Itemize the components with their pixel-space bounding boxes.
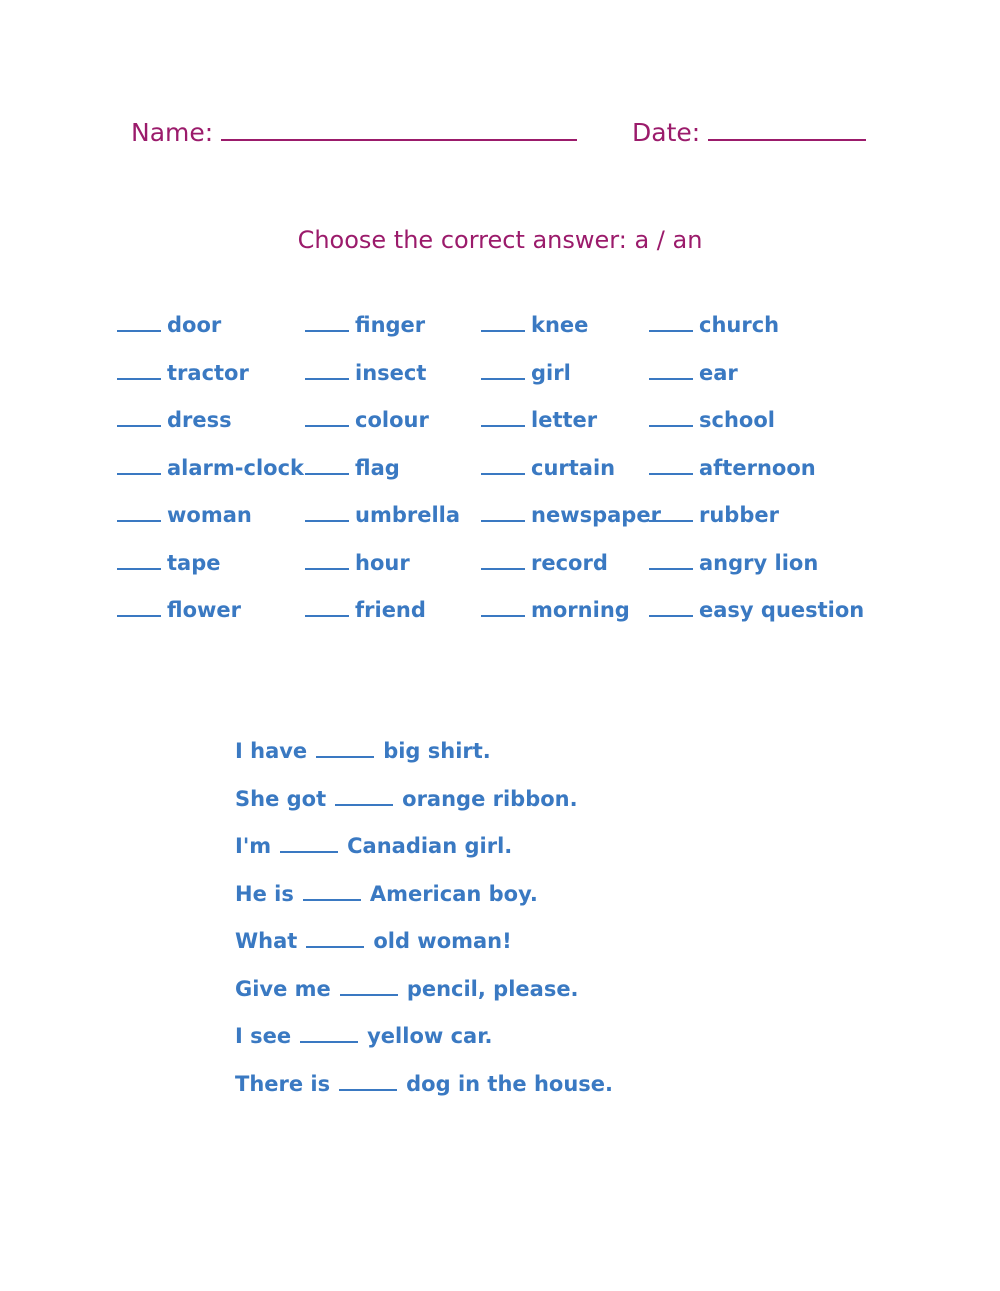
word-item — [481, 456, 615, 480]
article-blank[interactable] — [481, 599, 525, 617]
word-text: morning — [531, 598, 630, 622]
word-item — [305, 503, 460, 527]
sentence-end: yellow car. — [367, 1024, 493, 1048]
sentence-line — [235, 882, 538, 906]
sentence-start: He is — [235, 881, 294, 906]
word-text: letter — [531, 408, 598, 432]
word-item — [649, 313, 779, 337]
sentence-start: Give me — [235, 976, 331, 1001]
sentence-end: orange ribbon. — [402, 786, 578, 811]
article-blank[interactable] — [305, 599, 349, 617]
word-item — [481, 313, 588, 337]
article-blank[interactable] — [649, 599, 693, 617]
article-blank[interactable] — [649, 504, 693, 522]
word-text: colour — [355, 408, 429, 432]
sentence-line — [235, 1072, 613, 1096]
article-blank[interactable] — [117, 409, 161, 427]
sentence-end: pencil, please. — [406, 976, 579, 1001]
article-blank[interactable] — [117, 599, 161, 617]
instruction-heading: Choose the correct answer: a / an — [297, 226, 703, 254]
article-blank[interactable] — [649, 552, 693, 570]
article-blank[interactable] — [305, 552, 349, 570]
sentence-blank[interactable] — [316, 740, 374, 758]
word-item — [117, 503, 252, 527]
word-item — [305, 361, 426, 385]
word-text: newspaper — [531, 503, 661, 527]
sentence-blank[interactable] — [339, 1073, 397, 1091]
word-text: rubber — [699, 503, 779, 527]
word-item — [117, 456, 304, 480]
article-blank[interactable] — [305, 314, 349, 332]
date-field — [632, 118, 866, 147]
name-blank[interactable] — [221, 125, 577, 141]
article-blank[interactable] — [481, 314, 525, 332]
word-item — [649, 551, 818, 575]
word-text: flag — [355, 455, 400, 480]
word-item — [649, 456, 816, 480]
word-text: curtain — [531, 455, 616, 480]
word-item — [117, 313, 221, 337]
word-item — [117, 408, 232, 432]
word-text: insect — [355, 360, 427, 385]
sentence-line — [235, 1024, 493, 1048]
word-item — [649, 503, 779, 527]
article-blank[interactable] — [649, 314, 693, 332]
word-text: tractor — [167, 360, 249, 385]
sentence-start: There is — [235, 1071, 331, 1096]
sentence-blank[interactable] — [335, 788, 393, 806]
article-blank[interactable] — [305, 457, 349, 475]
word-item — [649, 361, 738, 385]
sentence-start: I have — [235, 739, 308, 763]
article-blank[interactable] — [305, 504, 349, 522]
word-item — [481, 408, 597, 432]
word-item — [305, 456, 400, 480]
word-text: easy question — [699, 598, 865, 622]
word-item — [305, 408, 429, 432]
sentence-blank[interactable] — [280, 835, 338, 853]
word-item — [649, 408, 775, 432]
sentence-line — [235, 739, 491, 763]
word-text: church — [699, 313, 780, 337]
article-blank[interactable] — [481, 409, 525, 427]
word-item — [481, 503, 661, 527]
word-item — [117, 551, 220, 575]
sentence-start: I'm — [235, 834, 272, 858]
date-label: Date: — [632, 118, 701, 147]
word-text: knee — [531, 313, 589, 337]
word-item — [117, 598, 241, 622]
article-blank[interactable] — [649, 362, 693, 380]
date-blank[interactable] — [708, 125, 866, 141]
word-text: dress — [167, 408, 232, 432]
word-text: afternoon — [699, 455, 816, 480]
article-blank[interactable] — [117, 314, 161, 332]
word-item — [305, 598, 426, 622]
word-text: alarm-clock — [167, 455, 304, 480]
sentence-start: She got — [235, 786, 327, 811]
sentence-end: American boy. — [369, 881, 538, 906]
sentence-blank[interactable] — [340, 978, 398, 996]
sentence-line — [235, 977, 579, 1001]
article-blank[interactable] — [117, 457, 161, 475]
article-blank[interactable] — [305, 409, 349, 427]
sentence-start: I see — [235, 1024, 292, 1048]
sentence-blank[interactable] — [306, 930, 364, 948]
word-text: door — [167, 313, 222, 337]
sentence-end: old woman! — [373, 929, 512, 953]
article-blank[interactable] — [649, 457, 693, 475]
word-item — [305, 551, 410, 575]
article-blank[interactable] — [305, 362, 349, 380]
article-blank[interactable] — [481, 457, 525, 475]
word-text: angry lion — [699, 550, 819, 575]
sentence-end: big shirt. — [383, 739, 491, 763]
name-label: Name: — [131, 118, 214, 147]
sentence-line — [235, 929, 512, 953]
word-text: tape — [167, 550, 221, 575]
sentence-start: What — [235, 929, 298, 953]
article-blank[interactable] — [481, 552, 525, 570]
article-blank[interactable] — [117, 552, 161, 570]
word-text: umbrella — [355, 503, 461, 527]
word-item — [481, 361, 571, 385]
article-blank[interactable] — [649, 409, 693, 427]
word-text: friend — [355, 598, 426, 622]
word-text: ear — [699, 360, 738, 385]
word-item — [305, 313, 425, 337]
sentence-blank[interactable] — [300, 1025, 358, 1043]
word-text: hour — [355, 550, 410, 575]
word-text: record — [531, 550, 608, 575]
word-text: school — [699, 408, 775, 432]
article-blank[interactable] — [117, 504, 161, 522]
sentence-line — [235, 787, 578, 811]
word-text: flower — [167, 598, 241, 622]
article-blank[interactable] — [117, 362, 161, 380]
article-blank[interactable] — [481, 362, 525, 380]
article-blank[interactable] — [481, 504, 525, 522]
sentence-line — [235, 834, 512, 858]
word-item — [649, 598, 864, 622]
name-field — [131, 118, 577, 147]
word-text: woman — [167, 503, 252, 527]
word-text: finger — [355, 313, 426, 337]
sentence-blank[interactable] — [303, 883, 361, 901]
sentence-end: Canadian girl. — [347, 834, 513, 858]
sentence-end: dog in the house. — [406, 1071, 613, 1096]
word-text: girl — [531, 360, 571, 385]
word-item — [117, 361, 249, 385]
word-item — [481, 551, 608, 575]
word-item — [481, 598, 630, 622]
